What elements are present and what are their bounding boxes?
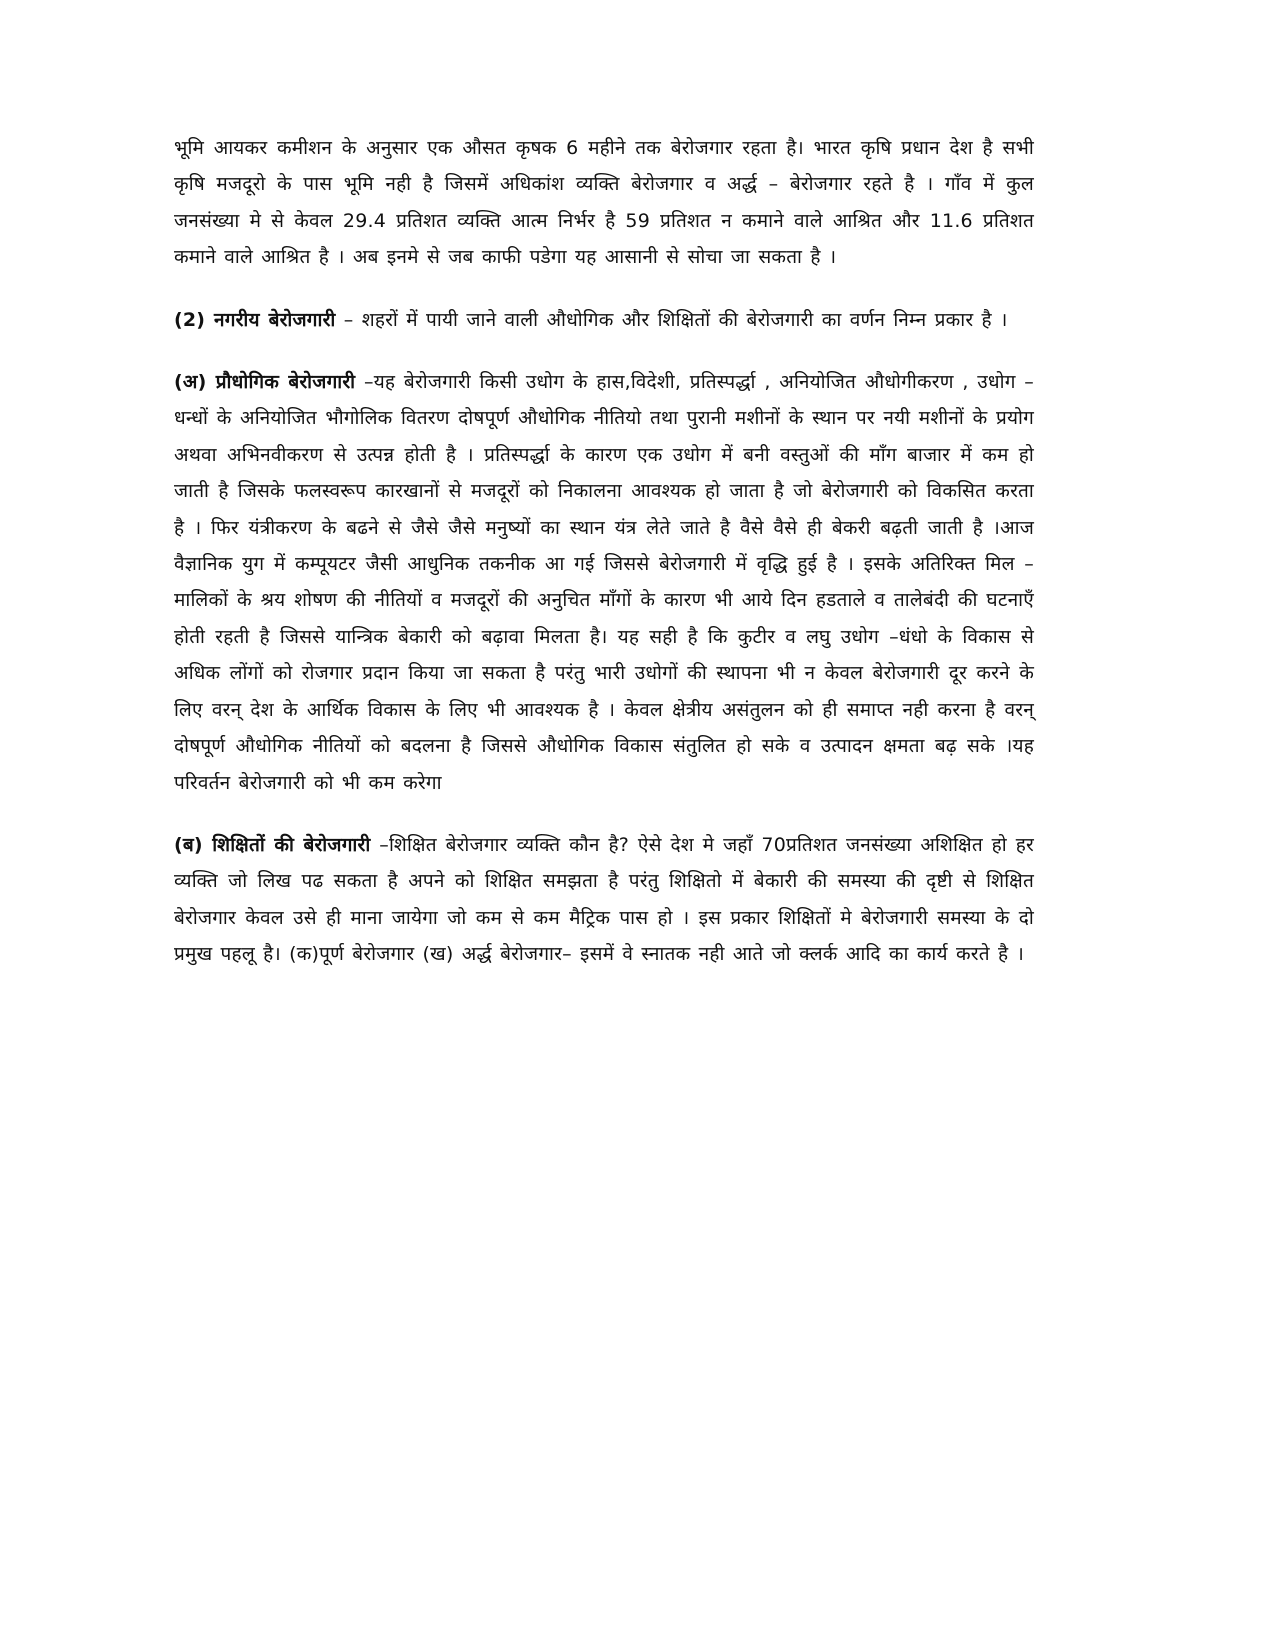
section-heading-educated: (ब) शिक्षितों की बेरोजगारी xyxy=(174,833,371,856)
paragraph-rural-unemployment xyxy=(174,130,1034,276)
paragraph-text: – शहरों में पायी जाने वाली औधोगिक और शिक्षितों की बेरोजगारी का वर्णन निम्न प्रकार है । xyxy=(335,308,1008,331)
paragraph-text: –यह बेरोजगारी किसी उधोग के हास,विदेशी, प्रतिस्पर्द्धा , अनियोजित औधोगीकरण , उधोग –धन्धों के अनियोजित भौगोलिक वितरण दोषपूर्ण औधोगिक नीतियो तथा पुरानी मशीनों के स्थान पर नयी मशीनों के प्रयोग अथवा अभिनवीकरण से उत्पन्न होती है । प्रतिस्पर्द्धा के कारण एक उधोग में बनी वस्तुओं की माँग बाजार में कम हो जाती है जिसके फलस्वरूप कारखानों से मजदूरों को निकालना आवश्यक हो जाता है जो बेरोजगारी को विकसित करता है । फिर यंत्रीकरण के बढने से जैसे जैसे मनुष्यों का स्थान यंत्र लेते जाते है वैसे वैसे ही बेकरी बढ़ती जाती है ।आज वैज्ञानिक युग में कम्पूयटर जैसी आधुनिक तकनीक आ गई जिससे बेरोजगारी में वृद्धि हुई है । इसके अतिरिक्त मिल – मालिकों के श्रय शोषण की नीतियों व मजदूरों की अनुचित माँगों के कारण भी आये दिन हडताले व तालेबंदी की घटनाएँ होती रहती है जिससे यान्त्रिक बेकारी को बढ़ावा मिलता है। यह सही है कि कुटीर व लघु उधोग –धंधो के विकास से अधिक लोंगों को रोजगार प्रदान किया जा सकता है परंतु भारी उधोगों की स्थापना भी न केवल बेरोजगारी दूर करने के लिए वरन् देश के आर्थिक विकास के लिए भी आवश्यक है । केवल क्षेत्रीय असंतुलन को ही समाप्त नही करना है वरन् दोषपूर्ण औधोगिक नीतियों को बदलना है जिससे औधोगिक विकास संतुलित हो सके व उत्पादन क्षमता बढ़ सके ।यह परिवर्तन बेरोजगारी को भी कम करेगा xyxy=(174,371,1034,794)
paragraph-urban-unemployment xyxy=(174,302,1034,338)
paragraph-text: –शिक्षित बेरोजगार व्यक्ति कौन है? ऐसे देश मे जहाँ 70प्रतिशत जनसंख्या अशिक्षित हो हर व्यक्ति जो लिख पढ सकता है अपने को शिक्षित समझता है परंतु शिक्षितो में बेकारी की समस्या की दृष्टी से शिक्षित बेरोजगार केवल उसे ही माना जायेगा जो कम से कम मैट्रिक पास हो । इस प्रकार शिक्षितों मे बेरोजगारी समस्या के दो प्रमुख पहलू है। (क)पूर्ण बेरोजगार (ख) अर्द्ध बेरोजगार– इसमें वे स्नातक नही आते जो क्लर्क आदि का कार्य करते है । xyxy=(174,833,1034,966)
document-page xyxy=(174,130,1034,973)
paragraph-educated-unemployment xyxy=(174,827,1034,973)
paragraph-text: भूमि आयकर कमीशन के अनुसार एक औसत कृषक 6 महीने तक बेरोजगार रहता है। भारत कृषि प्रधान देश है सभी कृषि मजदूरो के पास भूमि नही है जिसमें अधिकांश व्यक्ति बेरोजगार व अर्द्ध – बेरोजगार रहते है । गाँव में कुल जनसंख्या मे से केवल 29.4 प्रतिशत व्यक्ति आत्म निर्भर है 59 प्रतिशत न कमाने वाले आश्रित और 11.6 प्रतिशत कमाने वाले आश्रित है । अब इनमे से जब काफी पडेगा यह आसानी से सोचा जा सकता है । xyxy=(174,137,1034,269)
section-heading-technological: (अ) प्रौधोगिक बेरोजगारी xyxy=(174,371,356,394)
section-heading-urban: (2) नगरीय बेरोजगारी xyxy=(174,308,336,331)
paragraph-technological-unemployment xyxy=(174,364,1034,801)
